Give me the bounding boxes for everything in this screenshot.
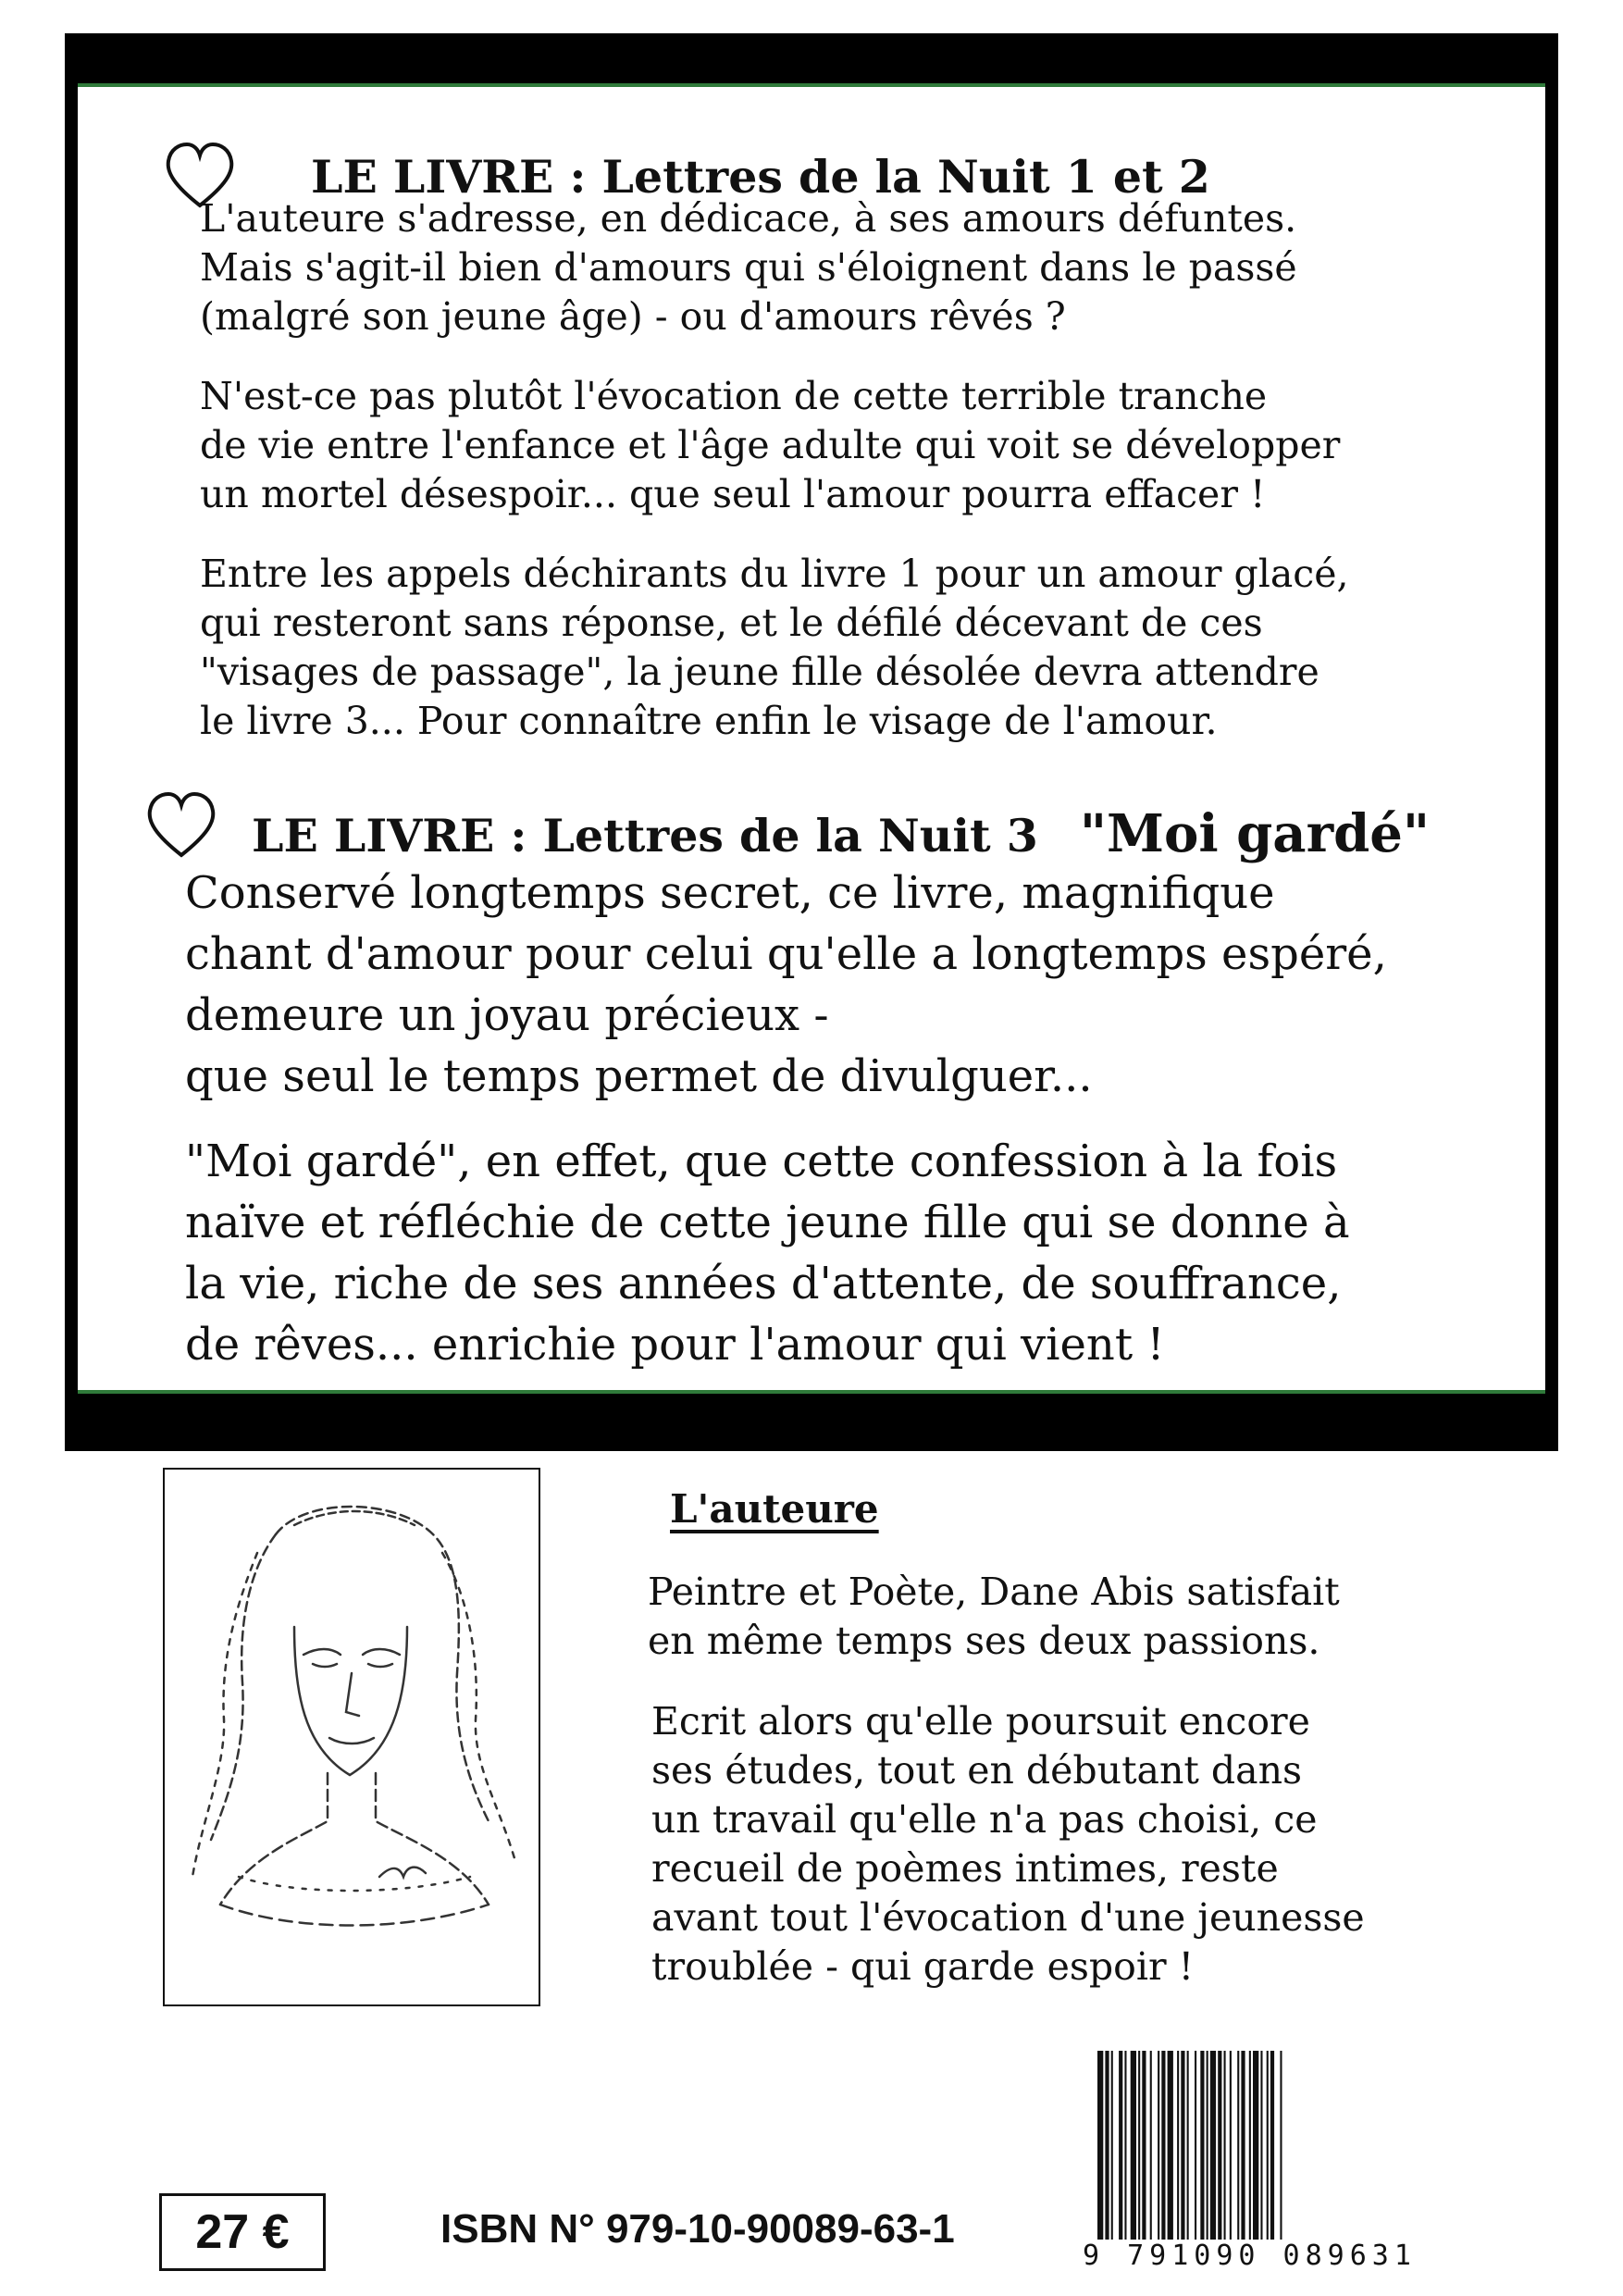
book2-heading	[252, 803, 1430, 864]
book2-heading-main: LE LIVRE : Lettres de la Nuit 3	[252, 809, 1038, 863]
book-summary-frame	[65, 33, 1558, 1451]
price-box: 27 €	[159, 2193, 326, 2271]
isbn-number: ISBN N° 979-10-90089-63-1	[440, 2206, 955, 2252]
book2-paragraph-2: "Moi gardé", en effet, que cette confession à la fois naïve et réfléchie de cette jeune fille qui se donne à la vie, riche de ses années d'attente, de souffrance, de rêves... enrichie pour l'amour qui vient !	[185, 1136, 1350, 1371]
book2-heading-sub: "Moi gardé"	[1079, 803, 1431, 864]
author-portrait	[163, 1468, 540, 2006]
heart-icon	[144, 790, 218, 859]
book1-paragraph-3: Entre les appels déchirants du livre 1 pour un amour glacé, qui resteront sans réponse, et le défilé décevant de ces "visages de passage", la jeune fille désolée devra attendre le livre 3... Pour connaître enfin le visage de l'amour.	[200, 552, 1349, 743]
book1-heading: LE LIVRE : Lettres de la Nuit 1 et 2	[311, 150, 1210, 204]
book1-paragraph-2: N'est-ce pas plutôt l'évocation de cette terrible tranche de vie entre l'enfance et l'âge adulte qui voit se développer un mortel désespoir... que seul l'amour pourra effacer !	[200, 374, 1341, 516]
author-paragraph-2: Ecrit alors qu'elle poursuit encore ses études, tout en débutant dans un travail qu'elle n'a pas choisi, ce recueil de poèmes intimes, reste avant tout l'évocation d'une jeunesse troublée - qui garde espoir !	[651, 1699, 1365, 1989]
book-summary-panel	[78, 83, 1545, 1394]
barcode-digits: 9 791090 089631	[1083, 2240, 1417, 2272]
book2-paragraph-1: Conservé longtemps secret, ce livre, magnifique chant d'amour pour celui qu'elle a longtemps espéré, demeure un joyau précieux - que seul le temps permet de divulguer...	[185, 867, 1387, 1102]
author-paragraph-1: Peintre et Poète, Dane Abis satisfait en même temps ses deux passions.	[648, 1570, 1340, 1663]
author-sketch-image	[165, 1470, 539, 2004]
book1-paragraph-1: L'auteure s'adresse, en dédicace, à ses amours défuntes. Mais s'agit-il bien d'amours qui s'éloignent dans le passé (malgré son jeune âge) - ou d'amours rêvés ?	[200, 196, 1297, 339]
author-title: L'auteure	[670, 1486, 879, 1532]
